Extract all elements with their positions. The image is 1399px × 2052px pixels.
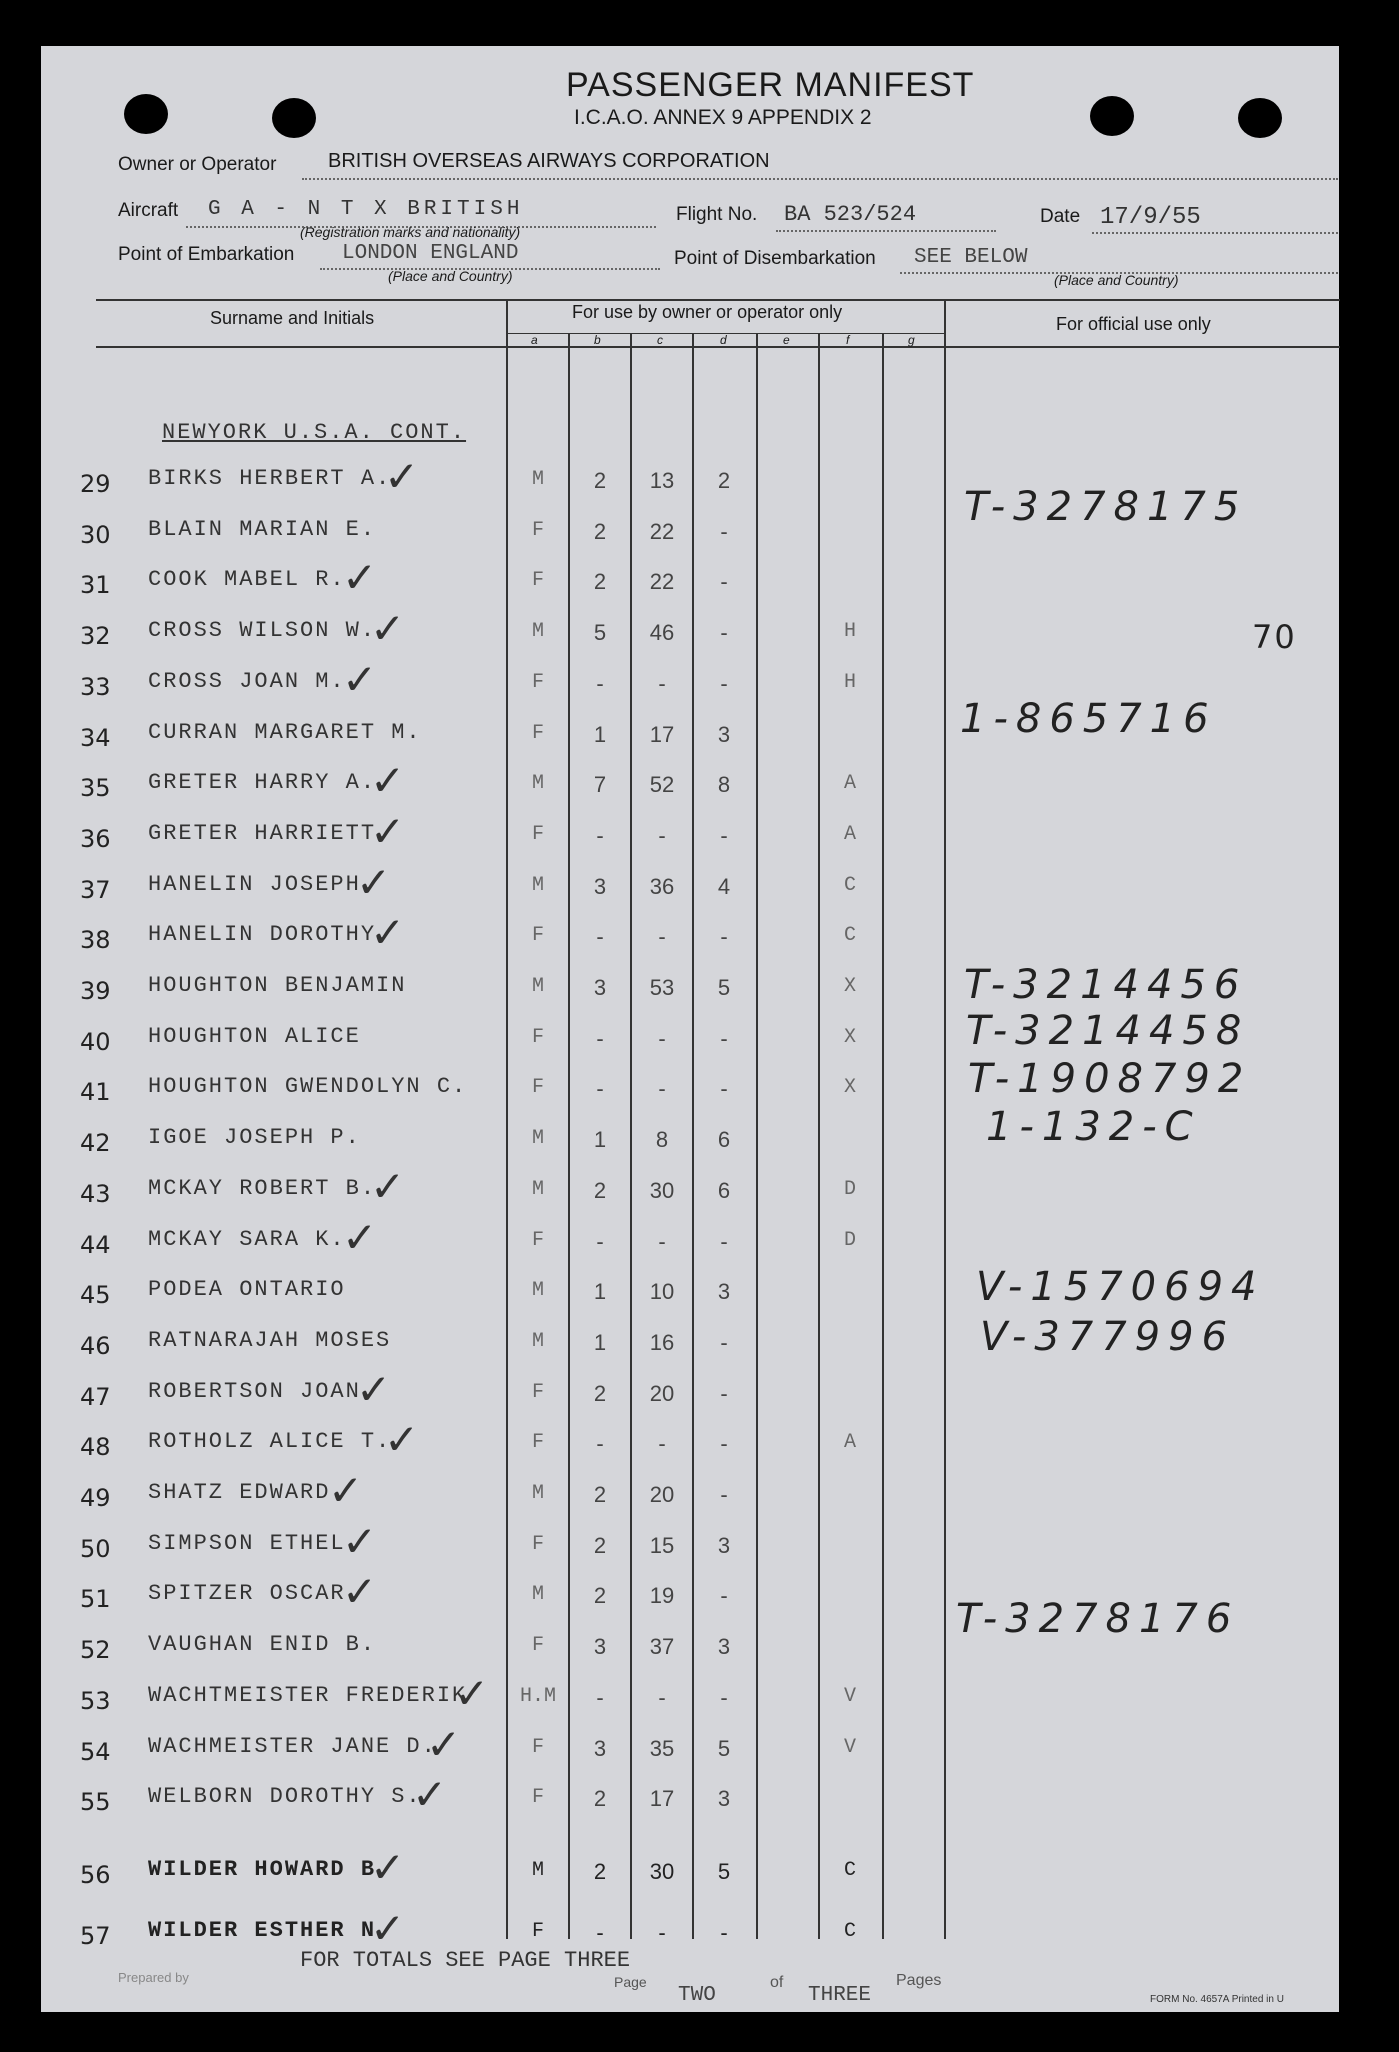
cell-c: 20 [649, 1381, 675, 1406]
cell-a: F [531, 1026, 544, 1049]
check-mark-icon: ✓ [370, 908, 406, 957]
cell-b: 2 [593, 468, 607, 493]
cell-a: M [531, 620, 544, 643]
cell-a: M [531, 1583, 544, 1606]
row-number: 41 [80, 1078, 111, 1106]
cell-b: - [596, 1026, 604, 1051]
passenger-name: CROSS WILSON W. [148, 618, 377, 643]
passenger-name: BLAIN MARIAN E. [148, 517, 377, 542]
aircraft-label: Aircraft [118, 200, 179, 221]
row-number: 37 [80, 876, 111, 904]
cell-d: - [720, 1026, 728, 1051]
column-divider [756, 333, 758, 1939]
cell-d: - [720, 1583, 728, 1608]
punch-hole [124, 94, 168, 134]
cell-c: - [658, 1920, 666, 1945]
passenger-name: SIMPSON ETHEL [148, 1531, 346, 1556]
cell-f: A [843, 1431, 856, 1454]
page-value: TWO [678, 1984, 716, 2007]
check-mark-icon: ✓ [370, 807, 406, 856]
row-number: 38 [80, 926, 111, 954]
row-number: 43 [80, 1180, 111, 1208]
passenger-name: WILDER HOWARD B [148, 1857, 377, 1882]
cell-d: 3 [717, 1279, 731, 1304]
cell-b: 2 [593, 1381, 607, 1406]
row-number: 30 [80, 521, 111, 549]
cell-d: 3 [717, 722, 731, 747]
passenger-name: COOK MABEL R. [148, 567, 346, 592]
subcol-f: f [846, 333, 850, 347]
subcol-b: b [594, 333, 601, 347]
cell-b: 2 [593, 519, 607, 544]
row-number: 39 [80, 977, 111, 1005]
cell-c: 30 [649, 1178, 675, 1203]
flight-dotted-line [776, 230, 996, 232]
row-number: 57 [80, 1922, 111, 1950]
row-number: 48 [80, 1433, 111, 1461]
cell-b: - [596, 823, 604, 848]
passenger-name: CURRAN MARGARET M. [148, 720, 422, 745]
cell-c: 30 [649, 1859, 675, 1884]
cell-a: M [531, 874, 544, 897]
cell-d: 5 [717, 1736, 731, 1761]
column-divider [944, 299, 946, 1939]
owner-use-column-header: For use by owner or operator only [572, 302, 843, 322]
cell-d: - [720, 1920, 728, 1945]
cell-f: V [843, 1685, 856, 1708]
cell-d: - [720, 1381, 728, 1406]
check-mark-icon: ✓ [412, 1770, 448, 1819]
cell-c: 36 [649, 874, 675, 899]
cell-d: 3 [717, 1634, 731, 1659]
aircraft-value: G A - N T X BRITISH [208, 198, 524, 221]
cell-f: H [843, 671, 856, 694]
page-label: Page [614, 1974, 647, 1990]
cell-d: - [720, 671, 728, 696]
check-mark-icon: ✓ [342, 655, 378, 704]
cell-a: F [531, 1076, 544, 1099]
section-heading: NEWYORK U.S.A. CONT. [162, 420, 467, 445]
cell-f: C [843, 1920, 856, 1943]
passenger-name: BIRKS HERBERT A. [148, 466, 392, 491]
check-mark-icon: ✓ [370, 1843, 406, 1892]
cell-a: M [531, 1330, 544, 1353]
cell-c: 8 [655, 1127, 669, 1152]
cell-d: - [720, 823, 728, 848]
embarkation-value: LONDON ENGLAND [342, 242, 519, 265]
cell-b: 7 [593, 772, 607, 797]
cell-c: 46 [649, 620, 675, 645]
punch-hole [272, 98, 316, 138]
passenger-name: ROTHOLZ ALICE T. [148, 1429, 392, 1454]
row-number: 31 [80, 571, 111, 599]
cell-f: X [843, 975, 856, 998]
cell-b: 3 [593, 1736, 607, 1761]
form-title: PASSENGER MANIFEST [566, 66, 975, 104]
cell-d: 6 [717, 1178, 731, 1203]
cell-d: - [720, 569, 728, 594]
cell-f: A [843, 772, 856, 795]
cell-c: - [658, 1229, 666, 1254]
check-mark-icon: ✓ [342, 553, 378, 602]
row-number: 35 [80, 774, 111, 802]
cell-b: 1 [593, 1330, 607, 1355]
disembarkation-value: SEE BELOW [914, 246, 1028, 269]
row-number: 36 [80, 825, 111, 853]
cell-b: 3 [593, 975, 607, 1000]
embarkation-label: Point of Embarkation [118, 244, 295, 265]
cell-d: 5 [717, 1859, 731, 1884]
subcol-d: d [720, 333, 727, 347]
row-number: 45 [80, 1281, 111, 1309]
cell-a: M [531, 1127, 544, 1150]
check-mark-icon: ✓ [342, 1517, 378, 1566]
cell-b: - [596, 1920, 604, 1945]
cell-c: - [658, 924, 666, 949]
cell-c: 10 [649, 1279, 675, 1304]
passenger-name: HANELIN JOSEPH [148, 872, 361, 897]
cell-b: 2 [593, 1178, 607, 1203]
cell-c: - [658, 823, 666, 848]
cell-a: F [531, 1533, 544, 1556]
cell-b: 2 [593, 1583, 607, 1608]
cell-f: D [843, 1178, 856, 1201]
cell-c: 37 [649, 1634, 675, 1659]
column-divider [882, 333, 884, 1939]
cell-c: 53 [649, 975, 675, 1000]
official-use-column-header: For official use only [1056, 314, 1211, 334]
disembarkation-label: Point of Disembarkation [674, 248, 876, 269]
surname-column-header: Surname and Initials [210, 308, 375, 328]
official-note: 1-865716 [960, 696, 1217, 742]
subcol-e: e [783, 333, 790, 347]
prepared-by-label: Prepared by [118, 1970, 189, 1985]
cell-c: 35 [649, 1736, 675, 1761]
cell-b: 3 [593, 874, 607, 899]
check-mark-icon: ✓ [342, 1567, 378, 1616]
check-mark-icon: ✓ [454, 1669, 490, 1718]
cell-f: H [843, 620, 856, 643]
cell-a: F [531, 1229, 544, 1252]
passenger-name: MCKAY ROBERT B. [148, 1176, 377, 1201]
cell-d: 5 [717, 975, 731, 1000]
cell-b: - [596, 1229, 604, 1254]
row-number: 54 [80, 1738, 111, 1766]
cell-c: - [658, 1026, 666, 1051]
passenger-name: WACHMEISTER JANE D. [148, 1734, 437, 1759]
passenger-name: CROSS JOAN M. [148, 669, 346, 694]
cell-b: - [596, 1431, 604, 1456]
passenger-name: HANELIN DOROTHY [148, 922, 377, 947]
passenger-name: PODEA ONTARIO [148, 1277, 346, 1302]
row-number: 56 [80, 1861, 111, 1889]
row-number: 50 [80, 1535, 111, 1563]
cell-b: 2 [593, 1533, 607, 1558]
passenger-name: VAUGHAN ENID B. [148, 1632, 377, 1657]
cell-a: M [531, 1482, 544, 1505]
passenger-name: SHATZ EDWARD [148, 1480, 331, 1505]
passenger-name: WELBORN DOROTHY S. [148, 1784, 422, 1809]
cell-b: 1 [593, 722, 607, 747]
passenger-name: IGOE JOSEPH P. [148, 1125, 361, 1150]
cell-b: 2 [593, 1482, 607, 1507]
cell-a: F [531, 924, 544, 947]
cell-c: 16 [649, 1330, 675, 1355]
of-label: of [770, 1974, 784, 1991]
row-number: 46 [80, 1332, 111, 1360]
passenger-name: ROBERTSON JOAN [148, 1379, 361, 1404]
cell-a: M [531, 468, 544, 491]
punch-hole [1238, 98, 1282, 138]
cell-b: 5 [593, 620, 607, 645]
cell-f: X [843, 1076, 856, 1099]
row-number: 55 [80, 1788, 111, 1816]
passenger-name: HOUGHTON ALICE [148, 1024, 361, 1049]
cell-d: - [720, 1330, 728, 1355]
row-number: 33 [80, 673, 111, 701]
row-number: 52 [80, 1636, 111, 1664]
passenger-name: WILDER ESTHER N [148, 1918, 377, 1943]
date-label: Date [1040, 206, 1081, 227]
cell-d: - [720, 1482, 728, 1507]
cell-f: V [843, 1736, 856, 1759]
cell-a: F [531, 671, 544, 694]
form-number: FORM No. 4657A Printed in U [1150, 1994, 1284, 2005]
check-mark-icon: ✓ [370, 604, 406, 653]
cell-a: F [531, 823, 544, 846]
cell-b: 2 [593, 569, 607, 594]
date-dotted-line [1092, 232, 1338, 234]
cell-a: F [531, 569, 544, 592]
subcol-g: g [908, 333, 915, 347]
cell-d: 3 [717, 1533, 731, 1558]
cell-a: F [531, 722, 544, 745]
cell-a: M [531, 975, 544, 998]
cell-b: 2 [593, 1786, 607, 1811]
owner-dotted-line [302, 178, 1338, 180]
passenger-name: HOUGHTON BENJAMIN [148, 973, 407, 998]
cell-c: - [658, 671, 666, 696]
passenger-name: HOUGHTON GWENDOLYN C. [148, 1074, 468, 1099]
cell-c: 22 [649, 519, 675, 544]
row-number: 40 [80, 1028, 111, 1056]
flight-value: BA 523/524 [784, 202, 917, 227]
official-note: T-3214456 [964, 962, 1248, 1008]
official-note: T-1908792 [968, 1056, 1252, 1102]
subcol-a: a [531, 333, 538, 347]
row-number: 29 [80, 470, 111, 498]
check-mark-icon: ✓ [356, 1365, 392, 1414]
totals-note: FOR TOTALS SEE PAGE THREE [300, 1948, 631, 1973]
cell-d: 6 [717, 1127, 731, 1152]
cell-d: - [720, 620, 728, 645]
cell-b: - [596, 1685, 604, 1710]
cell-a: H.M [519, 1685, 556, 1708]
cell-b: 3 [593, 1634, 607, 1659]
punch-hole [1090, 96, 1134, 136]
check-mark-icon: ✓ [356, 858, 392, 907]
check-mark-icon: ✓ [370, 1162, 406, 1211]
check-mark-icon: ✓ [426, 1720, 462, 1769]
cell-c: 13 [649, 468, 675, 493]
check-mark-icon: ✓ [328, 1466, 364, 1515]
cell-c: 19 [649, 1583, 675, 1608]
cell-c: - [658, 1685, 666, 1710]
official-note: V-1570694 [976, 1264, 1265, 1310]
cell-c: 20 [649, 1482, 675, 1507]
cell-c: 17 [649, 722, 675, 747]
cell-c: - [658, 1076, 666, 1101]
official-note: T-3214458 [966, 1008, 1250, 1054]
cell-d: - [720, 1431, 728, 1456]
cell-b: - [596, 671, 604, 696]
cell-a: M [531, 1178, 544, 1201]
cell-f: A [843, 823, 856, 846]
form-subtitle: I.C.A.O. ANNEX 9 APPENDIX 2 [574, 106, 872, 129]
of-value: THREE [808, 1984, 872, 2007]
cell-f: C [843, 1859, 856, 1882]
official-note: T-3278175 [964, 484, 1248, 530]
cell-f: C [843, 874, 856, 897]
passenger-name: WACHTMEISTER FREDERIK [148, 1683, 468, 1708]
cell-a: F [531, 1634, 544, 1657]
table-header-rule [96, 346, 1340, 348]
embarkation-note: (Place and Country) [388, 268, 513, 284]
row-number: 47 [80, 1383, 111, 1411]
cell-d: - [720, 1076, 728, 1101]
check-mark-icon: ✓ [370, 1904, 406, 1953]
cell-b: 1 [593, 1127, 607, 1152]
passenger-name: SPITZER OSCAR [148, 1581, 346, 1606]
passenger-name: GRETER HARRIETT [148, 821, 377, 846]
cell-f: C [843, 924, 856, 947]
official-note: 70 [1252, 618, 1297, 656]
row-number: 42 [80, 1129, 111, 1157]
flight-label: Flight No. [676, 204, 758, 225]
official-note: 1-132-C [986, 1104, 1201, 1150]
cell-d: 8 [717, 772, 731, 797]
pages-label: Pages [896, 1972, 942, 1989]
cell-a: F [531, 1431, 544, 1454]
cell-c: - [658, 1431, 666, 1456]
cell-c: 15 [649, 1533, 675, 1558]
cell-d: - [720, 1229, 728, 1254]
row-number: 32 [80, 622, 111, 650]
cell-b: 2 [593, 1859, 607, 1884]
cell-a: M [531, 1859, 544, 1882]
check-mark-icon: ✓ [342, 1213, 378, 1262]
cell-d: - [720, 924, 728, 949]
cell-b: 1 [593, 1279, 607, 1304]
passenger-name: RATNARAJAH MOSES [148, 1328, 392, 1353]
cell-a: F [531, 519, 544, 542]
cell-c: 17 [649, 1786, 675, 1811]
official-note: T-3278176 [956, 1596, 1240, 1642]
cell-d: - [720, 519, 728, 544]
table-top-rule [96, 299, 1340, 301]
cell-a: M [531, 1279, 544, 1302]
subcol-c: c [657, 333, 663, 347]
row-number: 34 [80, 724, 111, 752]
cell-d: 2 [717, 468, 731, 493]
cell-c: 52 [649, 772, 675, 797]
aircraft-note: (Registration marks and nationality) [300, 224, 521, 240]
row-number: 51 [80, 1585, 111, 1613]
cell-f: D [843, 1229, 856, 1252]
row-number: 49 [80, 1484, 111, 1512]
passenger-name: GRETER HARRY A. [148, 770, 377, 795]
cell-a: M [531, 772, 544, 795]
cell-c: 22 [649, 569, 675, 594]
check-mark-icon: ✓ [370, 756, 406, 805]
owner-value: BRITISH OVERSEAS AIRWAYS CORPORATION [328, 150, 770, 172]
row-number: 44 [80, 1231, 111, 1259]
cell-a: F [531, 1786, 544, 1809]
cell-a: F [531, 1736, 544, 1759]
cell-a: F [531, 1381, 544, 1404]
official-note: V-377996 [980, 1314, 1236, 1360]
cell-d: - [720, 1685, 728, 1710]
owner-label: Owner or Operator [118, 154, 277, 175]
row-number: 53 [80, 1687, 111, 1715]
cell-d: 4 [717, 874, 731, 899]
date-value: 17/9/55 [1100, 204, 1201, 231]
cell-b: - [596, 924, 604, 949]
cell-b: - [596, 1076, 604, 1101]
cell-a: F [531, 1920, 544, 1943]
check-mark-icon: ✓ [384, 452, 420, 501]
cell-f: X [843, 1026, 856, 1049]
passenger-name: MCKAY SARA K. [148, 1227, 346, 1252]
disembarkation-note: (Place and Country) [1054, 272, 1179, 288]
cell-d: 3 [717, 1786, 731, 1811]
check-mark-icon: ✓ [384, 1415, 420, 1464]
